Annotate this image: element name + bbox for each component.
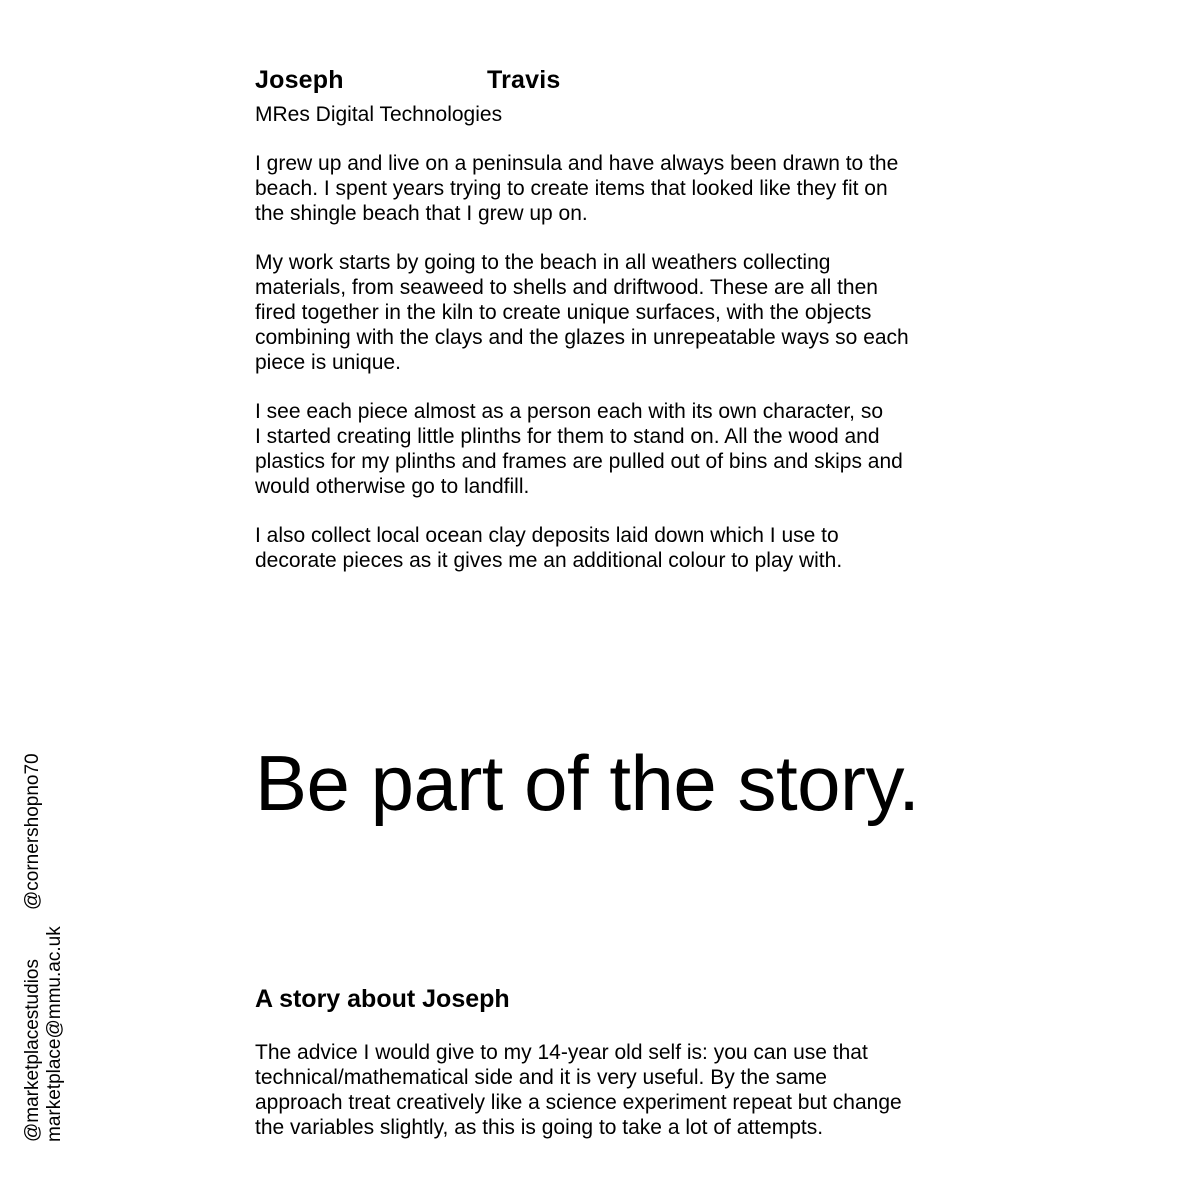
story-heading: A story about Joseph: [255, 985, 510, 1013]
bio-paragraph: I grew up and live on a peninsula and have always been drawn to the beach. I spent years trying to create items that looked like they fit on the shingle beach that I grew up on.: [255, 152, 899, 225]
instagram-studio-handle[interactable]: @marketplacestudios: [22, 959, 43, 1142]
story-section: [255, 982, 975, 1140]
first-name: Joseph: [255, 66, 344, 94]
profile-content: [255, 66, 975, 597]
instagram-shop-handle[interactable]: @cornershopno70: [22, 753, 43, 910]
bio-paragraph: I see each piece almost as a person each with its own character, so I started creating little plinths for them to stand on. All the wood and plastics for my plinths and frames are pulled out of bins and skips and would otherwise go to landfill.: [255, 400, 903, 498]
last-name: Travis: [487, 66, 561, 94]
artist-name: [255, 66, 975, 100]
artist-bio: [255, 151, 975, 573]
bio-paragraph: I also collect local ocean clay deposits laid down which I use to decorate pieces as it gives me an additional colour to play with.: [255, 524, 843, 572]
bio-paragraph: My work starts by going to the beach in all weathers collecting materials, from seaweed to shells and driftwood. These are all then fired together in the kiln to create unique surfaces, with the objects combining with the clays and the glazes in unrepeatable ways so each piece is unique.: [255, 251, 909, 374]
tagline: Be part of the story.: [255, 739, 920, 827]
contact-email[interactable]: marketplace@mmu.ac.uk: [44, 926, 65, 1142]
story-text: The advice I would give to my 14-year old self is: you can use that technical/mathematical side and it is very useful. By the same approach treat creatively like a science experiment repeat but change the variables slightly, as this is going to take a lot of attempts.: [255, 1041, 902, 1139]
programme-title: MRes Digital Technologies: [255, 103, 503, 126]
